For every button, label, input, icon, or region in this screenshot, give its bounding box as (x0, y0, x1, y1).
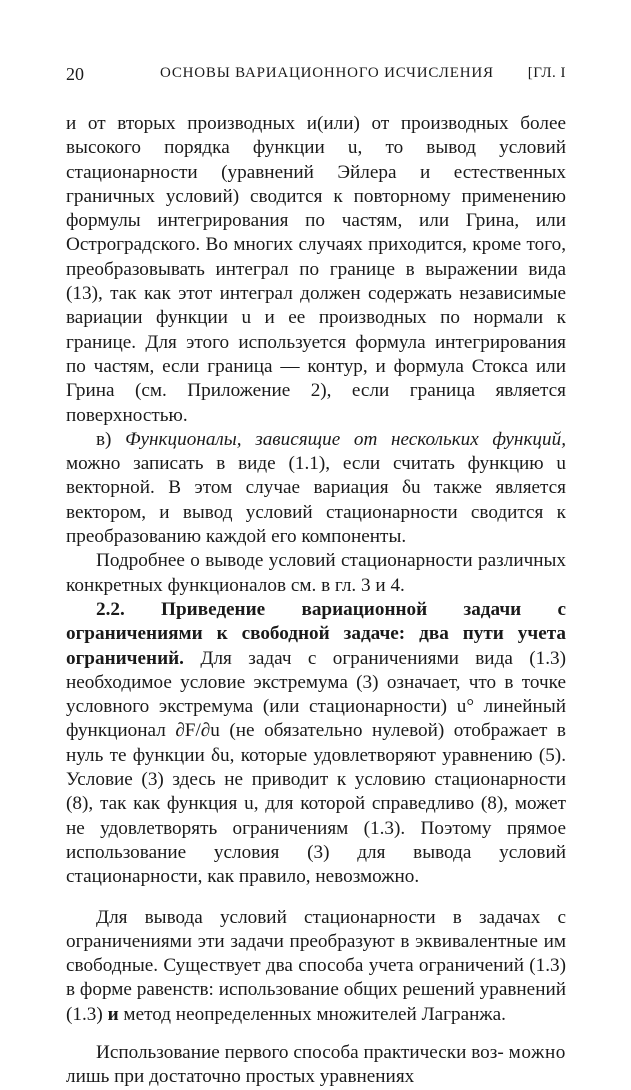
section-2-2 (66, 598, 566, 890)
paragraph-more-details: Подробнее о выводе условий стационарности различных конкретных функционалов см. в гл. 3 и 4. (66, 550, 566, 596)
running-title: ОСНОВЫ ВАРИАЦИОННОГО ИСЧИСЛЕНИЯ (160, 65, 494, 81)
page-number: 20 (66, 64, 84, 84)
section-heading: 2.2. Приведение вариационной задачи с ограничениями к свободной задаче: два пути учета ограничений. (66, 598, 566, 669)
paragraph-first-method (66, 1041, 566, 1090)
paragraph-text: лишь при достаточно простых уравнениях (66, 1066, 415, 1088)
paragraph-text: Для вывода условий стационарности в задачах с ограничениями эти задачи преобразуют в эквивалентные им свободные. Существует два способа учета ограничений (1.3) в форме равенств: использование общих решений уравнений (1.3) (66, 906, 566, 1025)
spaced-word: можно (508, 1041, 567, 1063)
paragraph-text: Использование первого способа практически воз- (96, 1041, 504, 1063)
list-marker: в) (96, 428, 112, 450)
paragraph-text: метод неопределенных множителей Лагранжа. (123, 1003, 506, 1025)
paragraph-continuation: и от вторых производных и(или) от производных более высокого порядка функции u, то вывод условий стационарности (уравнений Эйлера и естественных граничных условий) сводится к повторному применению формулы интегрирования по частям, или Грина, или Остроградского. Во многих случаях приходится, кроме того, преобразовывать интеграл по границе в выражении вида (13), так как этот интеграл должен содержать независимые вариации функции u и ее производных по нормали к границе. Для этого используется формула интегрирования по частям, если граница — контур, и формула Стокса или Грина (см. Приложение 2), если граница является поверхностью. (66, 113, 566, 426)
page-header (66, 64, 566, 90)
paragraph-text: можно записать в виде (1.1), если считать функцию u векторной. В этом случае вариация δu также является вектором, и вывод условий стационарности сводится к преобразованию каждой его компоненты. (66, 453, 566, 548)
chapter-marker: [ГЛ. I (527, 65, 566, 81)
paragraph-text: Для задач с ограничениями вида (1.3) необходимое условие экстремума (3) означает, что в точке условного экстремума (или стационарности) u° линейный функционал ∂F/∂u (не обязательно нулевой) отображает в нуль те функции δu, которые удовлетворяют уравнению (5). Условие (3) здесь не приводит к условию стационарности (8), так как функция u, для которой справедливо (8), может не удовлетворять ограничениям (1.3). Поэтому прямое использование условия (3) для вывода условий стационарности, как правило, невозможно. (66, 647, 566, 888)
bold-conjunction: и (107, 1003, 119, 1025)
body-text (66, 112, 566, 1090)
paragraph-conversion (66, 906, 566, 1027)
paragraph-functionals-several (66, 428, 566, 549)
italic-term: Функционалы, зависящие от нескольких функций, (125, 428, 566, 450)
